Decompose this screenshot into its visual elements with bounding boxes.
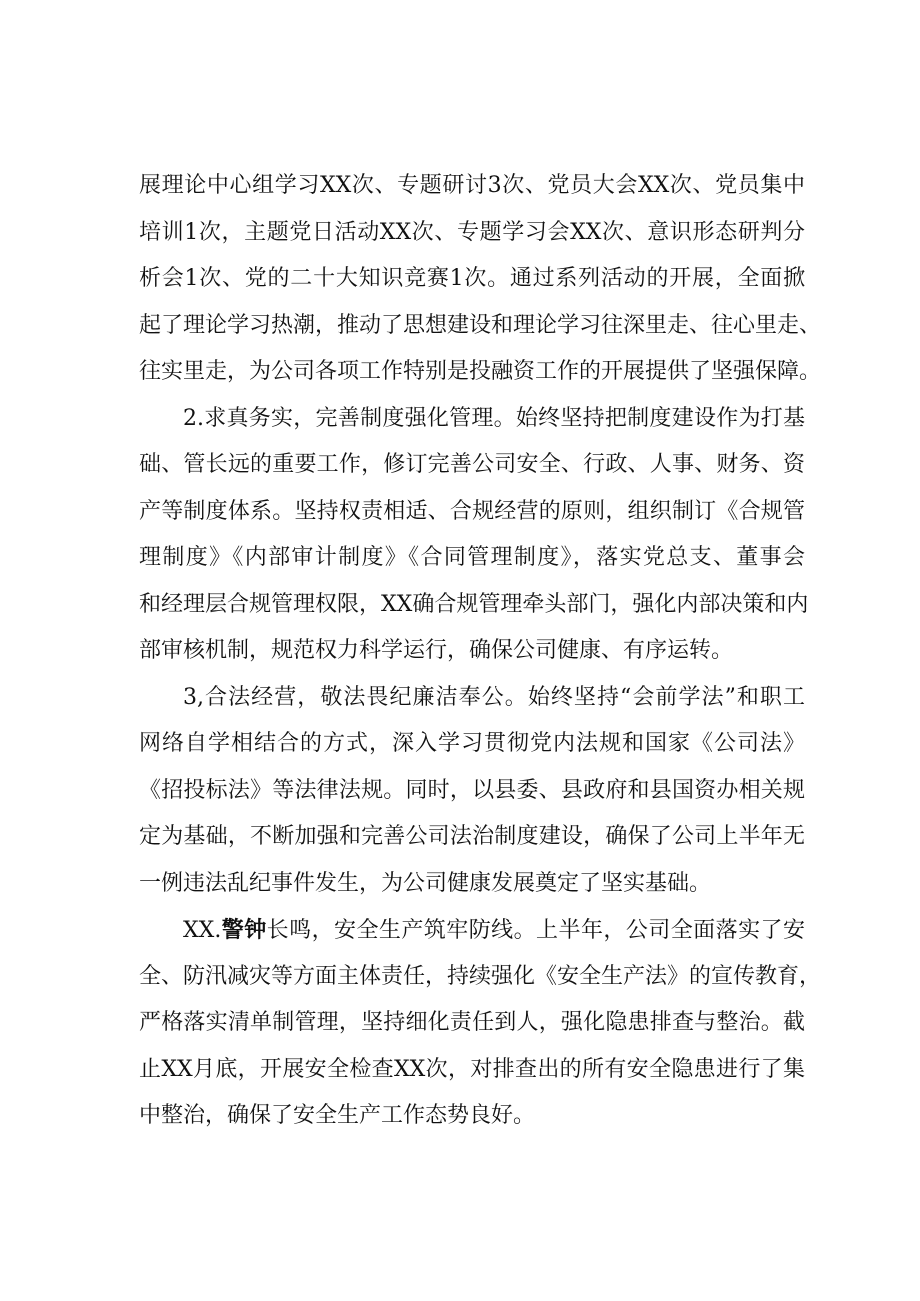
paragraph-4-line xyxy=(183,915,805,945)
paragraph-1-line: 培训1次，主题党日活动XX次、专题学习会XX次、意识形态研判分 xyxy=(139,219,805,245)
paragraph-3-line: 3,合法经营，敬法畏纪廉洁奉公。始终坚持“会前学法”和职工 xyxy=(183,684,805,710)
paragraph-2-line: 和经理层合规管理权限，XX确合规管理牵头部门，强化内部决策和内 xyxy=(139,591,809,617)
paragraph-2-line: 2.求真务实，完善制度强化管理。始终坚持把制度建设作为打基 xyxy=(183,405,805,431)
text-segment: 长鸣，安全生产筑牢防线。上半年，公司全面落实了安 xyxy=(266,918,805,943)
text-segment: XX. xyxy=(183,918,222,943)
paragraph-1-line: 往实里走，为公司各项工作特别是投融资工作的开展提供了坚强保障。 xyxy=(139,359,822,384)
paragraph-3-line: 定为基础，不断加强和完善公司法治制度建设，确保了公司上半年无 xyxy=(139,824,805,849)
paragraph-2-line: 理制度》《内部审计制度》《合同管理制度》，落实党总支、董事会 xyxy=(139,545,805,570)
paragraph-1-line: 展理论中心组学习XX次、专题研讨3次、党员大会XX次、党员集中 xyxy=(139,173,805,198)
paragraph-3-line: 网络自学相结合的方式，深入学习贯彻党内法规和国家《公司法》 xyxy=(139,731,805,756)
paragraph-2-line: 产等制度体系。坚持权责相适、合规经营的原则，组织制订《合规管 xyxy=(139,498,805,524)
bold-heading-text: 警钟 xyxy=(221,917,267,943)
paragraph-3-line: 《招投标法》等法律法规。同时，以县委、县政府和县国资办相关规 xyxy=(139,777,805,803)
paragraph-4-line: 严格落实清单制管理，坚持细化责任到人，强化隐患排查与整治。截 xyxy=(139,1010,805,1035)
paragraph-1-line: 析会1次、党的二十大知识竞赛1次。通过系列活动的开展，全面掀 xyxy=(139,266,805,291)
paragraph-3-line: 一例违法乱纪事件发生，为公司健康发展奠定了坚实基础。 xyxy=(139,870,712,896)
paragraph-4-line: 中整治，确保了安全生产工作态势良好。 xyxy=(139,1103,536,1128)
paragraph-2-line: 础、管长远的重要工作，修订完善公司安全、行政、人事、财务、资 xyxy=(139,452,805,477)
paragraph-2-line: 部审核机制，规范权力科学运行，确保公司健康、有序运转。 xyxy=(139,638,734,663)
paragraph-4-line: 止XX月底，开展安全检查XX次，对排查出的所有安全隐患进行了集 xyxy=(139,1056,805,1082)
paragraph-1-line: 起了理论学习热潮，推动了思想建设和理论学习往深里走、往心里走、 xyxy=(139,312,822,338)
paragraph-4-line: 全、防汛减灾等方面主体责任，持续强化《安全生产法》的宣传教育， xyxy=(139,963,822,989)
